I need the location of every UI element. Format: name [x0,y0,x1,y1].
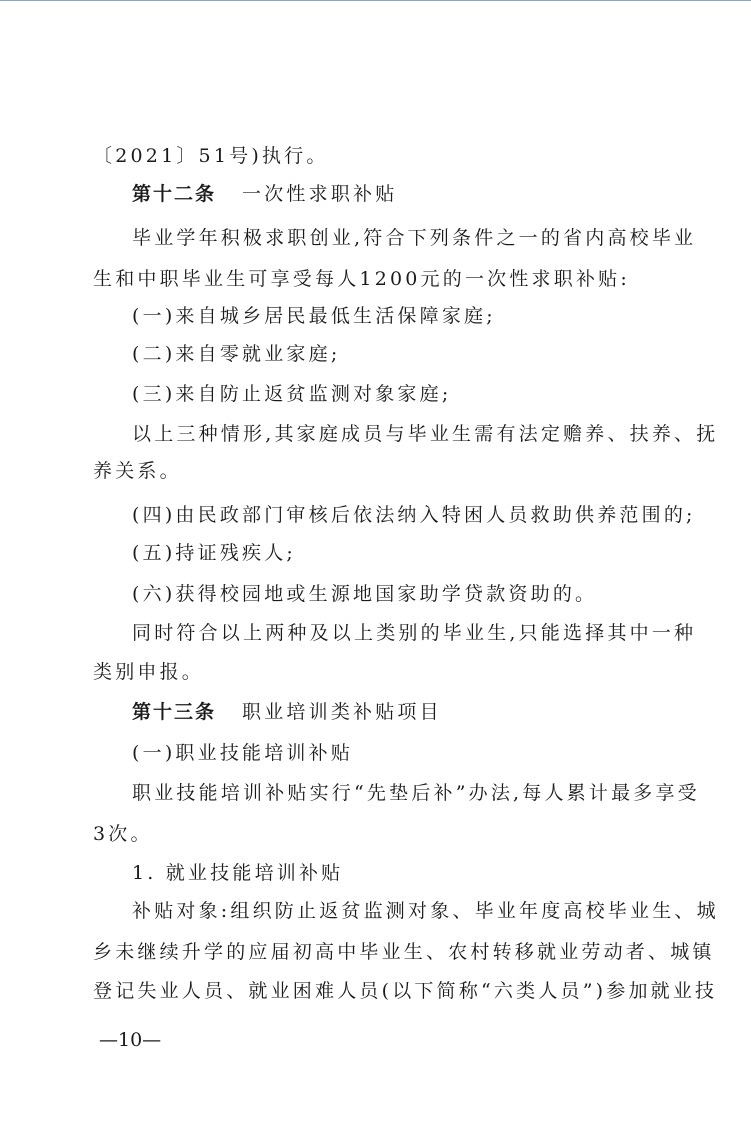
text-line: 以上三种情形,其家庭成员与毕业生需有法定赡养、扶养、抚 [132,423,719,445]
section-heading: (一)职业技能培训补贴 [132,742,354,764]
text-line: 乡未继续升学的应届初高中毕业生、农村转移就业劳动者、城镇 [93,941,715,963]
text-line: 毕业学年积极求职创业,符合下列条件之一的省内高校毕业 [132,227,697,249]
text-line: 养关系。 [93,460,182,482]
text-line: 生和中职毕业生可享受每人1200元的一次性求职补贴: [93,268,630,290]
list-item: (五)持证残疾人; [132,542,297,564]
list-item: (六)获得校园地或生源地国家助学贷款资助的。 [132,583,598,605]
top-border [0,0,751,1]
text-line: 补贴对象:组织防止返贫监测对象、毕业年度高校毕业生、城 [132,900,719,922]
list-item: (二)来自零就业家庭; [132,343,341,365]
article-12-label: 第十二条 [132,183,217,205]
article-13-title: 职业培训类补贴项目 [242,701,442,723]
text-line: 3次。 [93,823,153,845]
list-item: (三)来自防止返贫监测对象家庭; [132,383,452,405]
article-13-label: 第十三条 [132,701,217,723]
page-number: —10— [99,1029,162,1051]
text-line: 登记失业人员、就业困难人员(以下简称“六类人员”)参加就业技 [93,980,718,1002]
subsection-heading: 1. 就业技能培训补贴 [132,862,344,884]
list-item: (四)由民政部门审核后依法纳入特困人员救助供养范围的; [132,504,696,526]
article-12-heading-line [132,174,397,214]
article-13-heading-line [132,692,442,732]
text-line: 〔2021〕51号)执行。 [93,145,329,167]
text-line: 类别申报。 [93,661,205,683]
list-item: (一)来自城乡居民最低生活保障家庭; [132,305,496,327]
article-12-title: 一次性求职补贴 [242,183,398,205]
text-line: 职业技能培训补贴实行“先垫后补”办法,每人累计最多享受 [132,782,700,804]
text-line: 同时符合以上两种及以上类别的毕业生,只能选择其中一种 [132,622,697,644]
